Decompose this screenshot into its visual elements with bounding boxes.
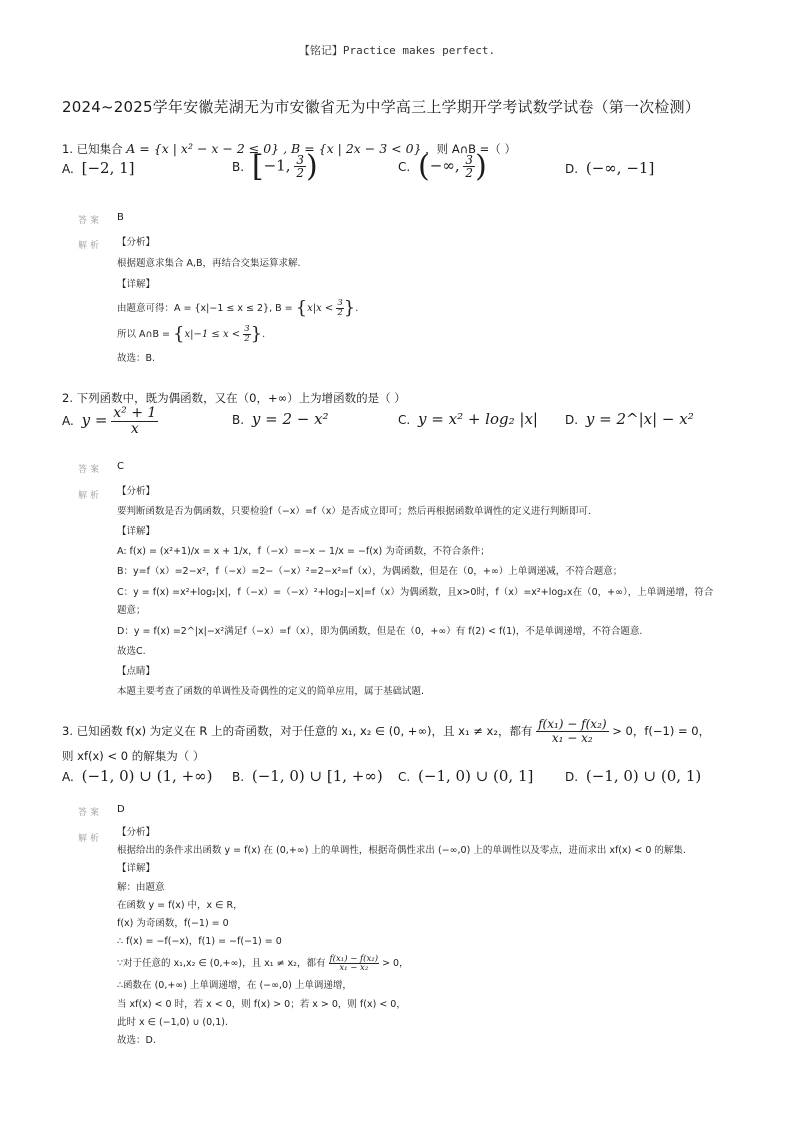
q3-analysis-line: ∴函数在 (0,+∞) 上单调递增，在 (−∞,0) 上单调递增， bbox=[117, 980, 352, 992]
q1-option-c-den: 2 bbox=[465, 166, 474, 181]
q1-option-b-num: 3 bbox=[296, 152, 304, 167]
q1-analysis-line: 【分析】 bbox=[117, 237, 156, 248]
q2-option-b-label: B. bbox=[232, 413, 245, 427]
q1-option-a bbox=[62, 159, 135, 177]
q3-analysis-line: 根据给出的条件求出函数 y = f(x) 在 (0,+∞) 上的单调性，根据奇偶性求出 (−∞,0) 上的单调性以及零点，进而求出 xf(x) < 0 的解集. bbox=[117, 845, 686, 857]
q3-stem-a: 3. 已知函数 f(x) 为定义在 R 上的奇函数，对于任意的 x₁, x₂ ∈ (0, +∞)，且 x₁ ≠ x₂，都有 bbox=[62, 723, 533, 738]
q1-option-a-text: [−2, 1] bbox=[81, 159, 135, 177]
q1-option-c: C. (−∞, $\frac{3}{2}$ ) bbox=[398, 149, 487, 184]
q3-analysis-label: 解析 bbox=[78, 834, 103, 844]
q1-answer-value: B bbox=[117, 212, 124, 223]
q3-option-a-text: (−1, 0) ∪ (1, +∞) bbox=[81, 767, 213, 785]
q2-analysis-line: 故选C. bbox=[117, 646, 146, 657]
q1-option-c-label: C. bbox=[398, 159, 411, 174]
q3-option-a-label: A. bbox=[62, 770, 74, 784]
q2-answer-label: 答案 bbox=[78, 465, 103, 475]
q2-option-c bbox=[398, 410, 538, 428]
q1-stem-prefix: 1. 已知集合 bbox=[62, 142, 123, 156]
q3-analysis-line: 故选：D. bbox=[117, 1035, 156, 1047]
q2-option-b-text: y = 2 − x² bbox=[251, 410, 329, 428]
q3-stem-b: > 0，f(−1) = 0， bbox=[612, 723, 711, 738]
q3-option-b-text: (−1, 0) ∪ [1, +∞) bbox=[251, 767, 383, 785]
q3-option-c-text: (−1, 0) ∪ (0, 1] bbox=[418, 767, 534, 785]
q3-analysis-line: 在函数 y = f(x) 中，x ∈ R， bbox=[117, 899, 243, 911]
q3-analysis-l8a: ∵对于任意的 x₁,x₂ ∈ (0,+∞)，且 x₁ ≠ x₂，都有 bbox=[117, 958, 326, 970]
q3-analysis-line: 【详解】 bbox=[117, 863, 156, 875]
q1-analysis-l4b: x|x < bbox=[307, 302, 334, 314]
q2-analysis-line: C：y = f(x) =x²+log₂|x|，f（−x）=（−x）²+log₂|−x|=f（x）为偶函数，且x>0时，f（x）=x²+log₂x在（0，+∞），上单调递增，符合题意； bbox=[117, 587, 714, 616]
q3-option-a bbox=[62, 767, 213, 785]
question-3-stem bbox=[62, 718, 710, 745]
question-2-stem: 2. 下列函数中，既为偶函数，又在（0，+∞）上为增函数的是（ ） bbox=[62, 391, 406, 405]
q3-analysis-line bbox=[117, 951, 717, 977]
q2-option-a-label: A. bbox=[62, 414, 74, 429]
q3-option-b bbox=[232, 767, 383, 785]
q2-option-a bbox=[62, 406, 158, 437]
q2-answer-value: C bbox=[117, 461, 124, 472]
q3-analysis-line: 此时 x ∈ (−1,0) ∪ (0,1). bbox=[117, 1016, 228, 1028]
q2-analysis-line: D：y = f(x) =2^|x|−x²满足f（−x）=f（x），即为偶函数，但是在（0，+∞）有 f(2) < f(1)，不是单调递增，不符合题意. bbox=[117, 626, 643, 637]
q2-option-a-pre: y = bbox=[81, 411, 108, 430]
q1-frac-den: 2 bbox=[244, 333, 250, 344]
q1-option-d bbox=[565, 159, 654, 177]
q1-analysis-line: 根据题意求集合 A,B，再结合交集运算求解. bbox=[117, 258, 301, 270]
q3-analysis-line: ∴ f(x) = −f(−x)，f(1) = −f(−1) = 0 bbox=[117, 936, 282, 948]
q2-analysis-line: 要判断函数是否为偶函数，只要检验f（−x）=f（x）是否成立即可；然后再根据函数单调性的定义进行判断即可. bbox=[117, 506, 591, 517]
q1-analysis-l5a: 所以 A∩B = bbox=[117, 328, 170, 340]
q2-analysis-line: B：y=f（x）=2−x²，f（−x）=2−（−x）²=2−x²=f（x），为偶函数，但是在（0，+∞）上单调递减，不符合题意； bbox=[117, 566, 623, 577]
q1-analysis-line: 【详解】 bbox=[117, 279, 156, 291]
q1-option-c-num: 3 bbox=[465, 152, 474, 167]
page-title: 2024~2025学年安徽芜湖无为市安徽省无为中学高三上学期开学考试数学试卷（第一次检测） bbox=[62, 98, 700, 116]
question-3-stem-line2: 则 xf(x) < 0 的解集为（ ） bbox=[62, 749, 205, 763]
q1-option-b-label: B. bbox=[232, 159, 245, 174]
q3-analysis bbox=[117, 824, 717, 1050]
q2-analysis-line: 本题主要考查了函数的单调性及奇偶性的定义的简单应用，属于基础试题. bbox=[117, 686, 425, 697]
q1-option-a-label: A. bbox=[62, 162, 74, 176]
q3-analysis-frac-num: f(x₁) − f(x₂) bbox=[329, 953, 379, 964]
q3-analysis-line: 解：由题意 bbox=[117, 881, 165, 893]
q2-option-a-den: x bbox=[130, 420, 139, 437]
q3-option-c bbox=[398, 767, 533, 785]
q2-option-d-text: y = 2^|x| − x² bbox=[585, 410, 694, 428]
q1-option-d-label: D. bbox=[565, 162, 579, 176]
q1-analysis-l5b: x|−1 ≤ x < bbox=[184, 328, 241, 340]
q1-analysis-l4a: 由题意可得：A = {x|−1 ≤ x ≤ 2}, B = bbox=[117, 302, 293, 314]
q2-option-c-label: C. bbox=[398, 413, 411, 427]
q3-answer-label: 答案 bbox=[78, 808, 103, 818]
page-header-motto: 【铭记】Practice makes perfect. bbox=[298, 44, 496, 57]
q1-frac-den: 2 bbox=[337, 307, 343, 318]
q3-analysis-line: 【分析】 bbox=[117, 827, 156, 838]
q1-analysis-line: 所以 A∩B = {x|−1 ≤ x < $\frac{3}{2}$ }. bbox=[117, 323, 266, 345]
q1-analysis-line: 故选：B. bbox=[117, 352, 156, 364]
q1-frac-num: 3 bbox=[244, 323, 250, 334]
q3-option-b-label: B. bbox=[232, 770, 245, 784]
q2-analysis-line: 【点睛】 bbox=[117, 666, 156, 677]
q1-stem-math: A = {x | x² − x − 2 ≤ 0} , B = {x | 2x − 3 < 0} bbox=[126, 141, 422, 156]
q3-answer-value: D bbox=[117, 804, 125, 815]
q3-option-d-label: D. bbox=[565, 770, 579, 784]
q1-answer-label: 答案 bbox=[78, 216, 103, 226]
q3-option-d bbox=[565, 767, 701, 785]
q1-analysis bbox=[117, 232, 717, 369]
q1-option-b: B. [−1, $\frac{3}{2}$ ) bbox=[232, 149, 318, 184]
q1-stem-suffix: ，则 A∩B =（ ） bbox=[425, 142, 516, 156]
q2-analysis bbox=[117, 482, 717, 702]
q3-analysis-frac-den: x₁ − x₂ bbox=[339, 963, 369, 974]
q3-stem-frac-num: f(x₁) − f(x₂) bbox=[538, 717, 607, 731]
q1-option-d-text: (−∞, −1] bbox=[585, 159, 655, 177]
q1-frac-num: 3 bbox=[337, 297, 343, 308]
q1-option-c-pre: −∞, bbox=[429, 156, 460, 175]
q3-stem-frac-den: x₁ − x₂ bbox=[551, 730, 593, 745]
q2-option-c-text: y = x² + log₂ |x| bbox=[418, 410, 538, 428]
q1-analysis-line: 由题意可得：A = {x|−1 ≤ x ≤ 2}, B = {x|x < $\frac{3}{2}$ }. bbox=[117, 297, 359, 319]
q3-analysis-line: 当 xf(x) < 0 时，若 x < 0，则 f(x) > 0；若 x > 0，则 f(x) < 0， bbox=[117, 998, 406, 1010]
q2-option-b bbox=[232, 410, 329, 428]
q2-option-d-label: D. bbox=[565, 413, 579, 427]
q3-analysis-line: f(x) 为奇函数，f(−1) = 0 bbox=[117, 918, 229, 930]
q2-analysis-label: 解析 bbox=[78, 491, 103, 501]
q1-option-b-pre: −1, bbox=[263, 156, 291, 175]
q1-option-b-den: 2 bbox=[296, 166, 304, 181]
q2-option-a-num: x² + 1 bbox=[113, 405, 157, 421]
q1-analysis-label: 解析 bbox=[78, 241, 103, 251]
q2-analysis-line: 【分析】 bbox=[117, 486, 156, 497]
q2-option-d bbox=[565, 410, 694, 428]
q3-option-c-label: C. bbox=[398, 770, 411, 784]
q2-analysis-line: 【详解】 bbox=[117, 526, 156, 537]
q3-analysis-l8b: > 0， bbox=[382, 958, 409, 970]
q3-option-d-text: (−1, 0) ∪ (0, 1) bbox=[585, 767, 702, 785]
q2-analysis-line: A: f(x) = (x²+1)/x = x + 1/x，f（−x）=−x − 1/x = −f(x) 为奇函数，不符合条件； bbox=[117, 546, 490, 557]
